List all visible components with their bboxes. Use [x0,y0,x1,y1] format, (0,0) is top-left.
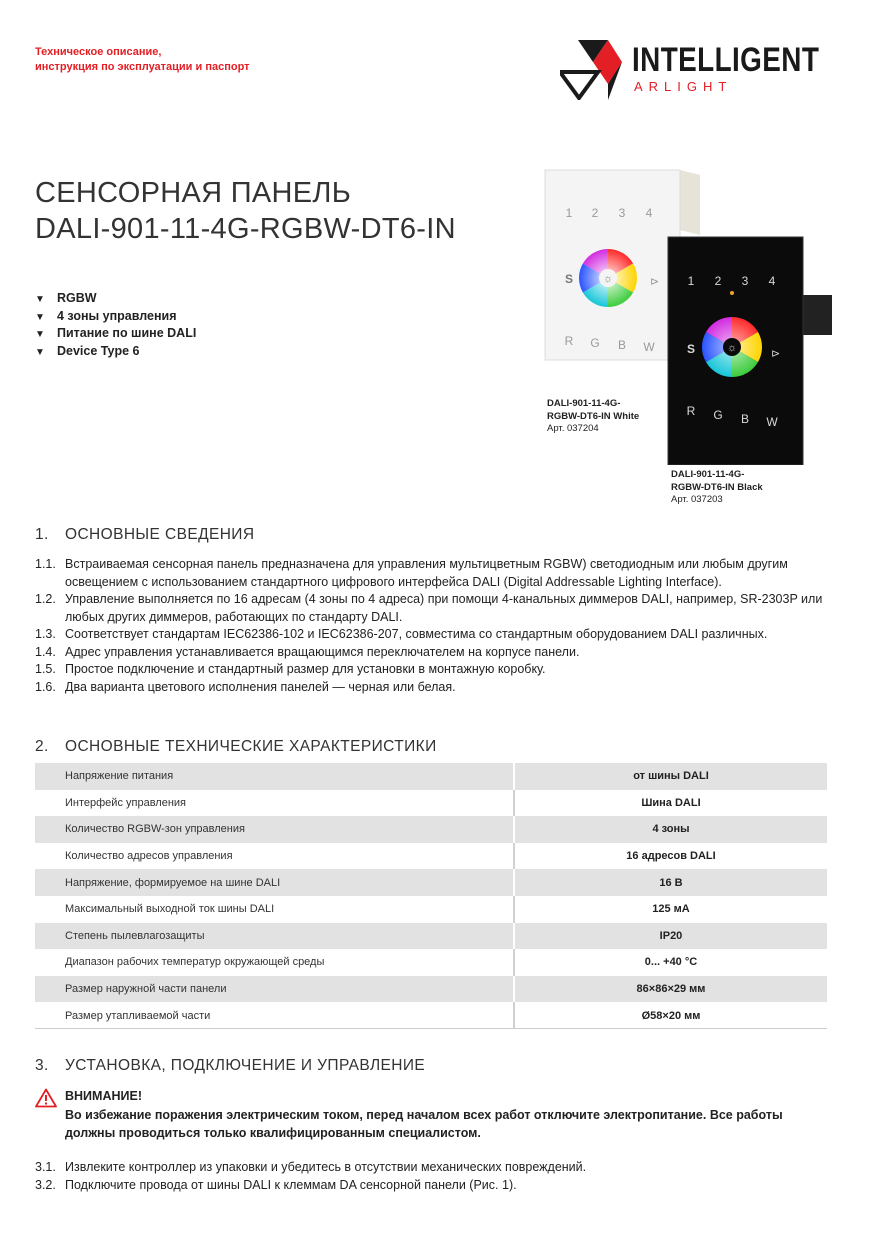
spec-table [35,763,827,1029]
black-article: Арт. 037203 [671,494,723,505]
spec-value: 86×86×29 мм [514,976,827,1003]
spec-key: Напряжение питания [35,763,514,790]
white-r-label: R [564,334,574,348]
item-number: 1.6. [35,679,56,694]
product-title-line1: СЕНСОРНАЯ ПАНЕЛЬ [35,177,352,209]
triangle-bullet-icon: ▼ [35,346,45,358]
feature-list [35,290,196,360]
spec-key: Максимальный выходной ток шины DALI [35,896,514,923]
spec-value: 4 зоны [514,816,827,843]
item-text: Простое подключение и стандартный размер для установки в монтажную коробку. [65,662,546,676]
spec-value: от шины DALI [514,763,827,790]
list-item [35,644,830,662]
item-number: 1.3. [35,627,56,641]
spec-value: IP20 [514,923,827,950]
black-zone-1-label: 1 [687,274,695,288]
table-row [35,843,827,870]
item-number: 1.1. [35,557,56,571]
table-row [35,896,827,923]
white-zone-3-label: 3 [618,206,626,220]
section-1-heading [35,526,254,544]
black-b-label: B [740,412,750,426]
feature-item [35,308,196,326]
table-row [35,923,827,950]
item-text: Встраиваемая сенсорная панель предназначена для управления мультицветным RGBW) светодиодным или любым другим освещением с использованием стандартного цифрового интерфейса DALI (Digital Addressable Lighting Interface). [65,557,788,589]
list-item [35,626,830,644]
spec-key: Количество адресов управления [35,843,514,870]
feature-text: RGBW [57,291,97,305]
warning-text: Во избежание поражения электрическим током, перед началом всех работ отключите электропитание. Все работы должны проводиться только квалифицированным специалистом. [65,1108,783,1140]
table-row [35,763,827,790]
feature-item [35,325,196,343]
white-w-label: W [643,340,655,354]
table-row [35,976,827,1003]
table-row [35,1002,827,1029]
spec-value: 16 адресов DALI [626,850,716,863]
brand-logo [560,40,830,100]
white-g-label: G [590,336,600,350]
svg-text:☼: ☼ [726,342,738,354]
list-item [35,679,830,697]
white-zone-4-label: 4 [645,206,653,220]
item-text: Управление выполняется по 16 адресам (4 зоны по 4 адреса) при помощи 4-канальных диммеров DALI, например, SR-2303P или любых других диммеров, работающих по стандарту DALI. [65,592,823,624]
section-title: ОСНОВНЫЕ СВЕДЕНИЯ [65,526,255,543]
spec-value: 125 мА [652,903,690,916]
spec-key: Количество RGBW-зон управления [35,816,514,843]
document-type-line1: Техническое описание, [35,46,162,58]
spec-key: Интерфейс управления [35,790,514,817]
spec-value: 0... +40 °С [644,956,698,969]
table-row [35,869,827,896]
white-s-label: S [564,272,574,286]
black-zone-4-label: 4 [768,274,776,288]
warning-title: ВНИМАНИЕ! [65,1089,142,1103]
list-item [35,1159,830,1177]
black-caption [671,469,763,507]
table-row [35,816,827,843]
black-pointer-icon: ⊳ [771,348,781,360]
product-title [35,175,456,247]
list-item [35,556,830,591]
brand-subname: ARLIGHT [634,79,733,94]
triangle-bullet-icon: ▼ [35,294,45,305]
black-r-label: R [686,404,696,418]
black-s-label: S [686,342,696,356]
section-number: 2. [35,738,49,755]
item-text: Подключите провода от шины DALI к клеммам DA сенсорной панели (Рис. 1). [65,1177,517,1192]
list-item [35,1177,830,1195]
white-zone-2-label: 2 [591,206,599,220]
black-color-wheel [702,317,762,377]
black-name-line2: RGBW-DT6-IN Black [671,481,763,493]
spec-value: Шина DALI [641,796,701,809]
black-zone-3-label: 3 [741,274,749,288]
table-row [35,790,827,817]
brand-name: INTELLIGENT [632,41,820,79]
spec-value: 16 В [514,869,827,896]
item-number: 3.1. [35,1160,56,1174]
white-name-line2: RGBW-DT6-IN White [547,410,640,422]
spec-key: Размер утапливаемой части [35,1002,514,1029]
warning-icon [35,1088,57,1108]
table-row [35,949,827,976]
feature-text: 4 зоны управления [57,308,177,323]
document-type [35,45,250,75]
black-g-label: G [713,408,723,422]
spec-key: Степень пылевлагозащиты [35,923,514,950]
feature-text: Device Type 6 [57,343,140,358]
section-title: УСТАНОВКА, ПОДКЛЮЧЕНИЕ И УПРАВЛЕНИЕ [65,1057,426,1074]
white-zone-1-label: 1 [565,206,573,220]
item-number: 3.2. [35,1177,56,1192]
triangle-bullet-icon: ▼ [35,311,45,323]
feature-item [35,343,196,361]
section-3-heading [35,1057,425,1075]
spec-key: Напряжение, формируемое на шине DALI [35,869,514,896]
list-item [35,591,830,626]
item-text: Адрес управления устанавливается вращающимся переключателем на корпусе панели. [65,644,580,659]
black-w-label: W [766,415,778,429]
feature-item [35,290,196,308]
section-3-list [35,1159,830,1194]
section-1-list [35,556,830,696]
item-number: 1.5. [35,662,56,676]
white-color-wheel [579,249,637,307]
spec-key: Размер наружной части панели [35,976,514,1003]
table-divider [35,1028,827,1029]
svg-text:☼: ☼ [602,273,614,285]
item-text: Два варианта цветового исполнения панелей — черная или белая. [65,679,456,694]
white-name-line1: DALI-901-11-4G- [547,398,621,409]
section-title: ОСНОВНЫЕ ТЕХНИЧЕСКИЕ ХАРАКТЕРИСТИКИ [65,738,437,755]
spec-key: Диапазон рабочих температур окружающей среды [35,949,514,976]
spec-value: Ø58×20 мм [641,1009,701,1022]
section-number: 1. [35,526,49,543]
white-b-label: B [617,338,627,352]
item-number: 1.4. [35,644,56,659]
brand-mark-icon [560,40,622,100]
document-type-line2: инструкция по эксплуатации и паспорт [35,61,250,73]
product-title-line2: DALI-901-11-4G-RGBW-DT6-IN [35,213,456,245]
white-article: Арт. 037204 [547,423,599,434]
item-text: Соответствует стандартам IEC62386-102 и IEC62386-207, совместима со стандартным оборудованием DALI различных. [65,627,768,641]
list-item [35,661,830,679]
section-number: 3. [35,1057,49,1074]
black-panel [668,237,832,465]
item-number: 1.2. [35,592,56,606]
black-name-line1: DALI-901-11-4G- [671,469,745,480]
white-pointer-icon: ⊳ [650,276,660,288]
section-2-heading [35,738,437,756]
white-caption [547,398,639,436]
black-zone-2-label: 2 [714,274,722,288]
item-text: Извлеките контроллер из упаковки и убедитесь в отсутствии механических повреждений. [65,1160,587,1174]
feature-text: Питание по шине DALI [57,326,197,340]
triangle-bullet-icon: ▼ [35,329,45,340]
